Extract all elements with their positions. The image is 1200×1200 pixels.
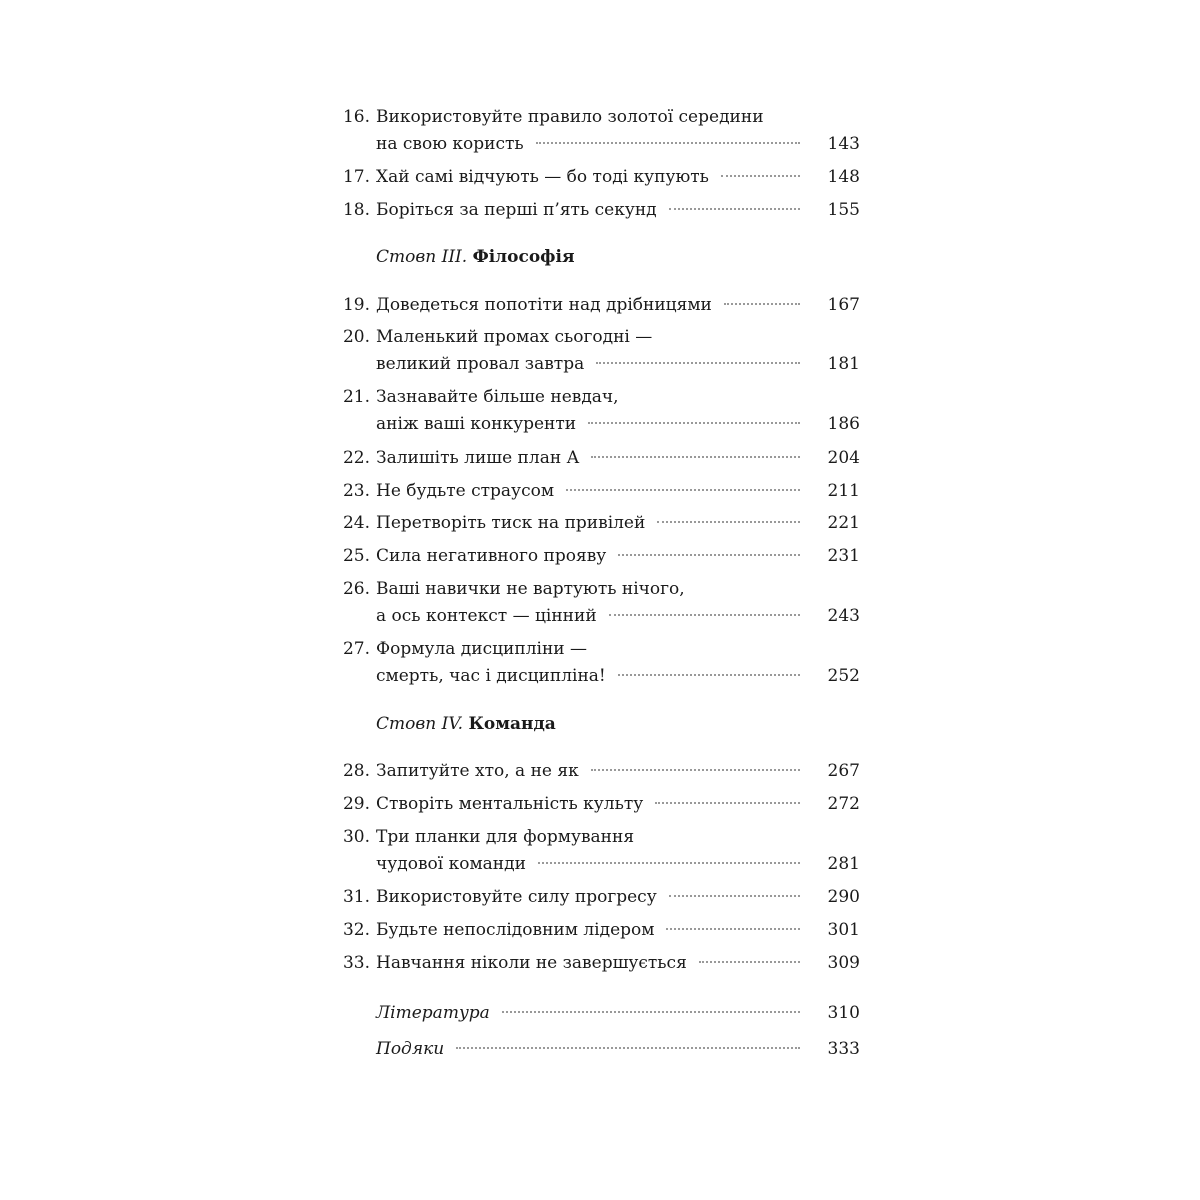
toc-line	[336, 824, 860, 851]
toc-line	[336, 663, 860, 690]
entry-title: Використовуйте силу прогресу	[376, 887, 657, 907]
page-number: 221	[827, 513, 860, 533]
toc-entry	[336, 824, 860, 878]
dot-leader	[657, 521, 800, 523]
section-prefix: Стовп III.	[376, 247, 468, 267]
page-number: 148	[827, 167, 860, 187]
dot-leader	[655, 802, 800, 804]
toc-entry	[336, 104, 860, 158]
dot-leader	[669, 895, 800, 897]
entry-number: 21.	[342, 387, 370, 407]
page-number: 143	[827, 134, 860, 154]
toc-line	[336, 411, 860, 438]
entry-number: 17.	[342, 167, 370, 187]
dot-leader	[609, 614, 800, 616]
toc-entry	[336, 324, 860, 378]
section-heading-3	[376, 247, 575, 267]
entry-title: Створіть ментальність культу	[376, 794, 644, 814]
entry-title: Не будьте страусом	[376, 481, 555, 501]
toc-line	[336, 917, 860, 944]
toc-line	[336, 636, 860, 663]
page-number: 243	[827, 606, 860, 626]
toc-entry	[336, 1036, 860, 1063]
entry-title: Перетворіть тиск на привілей	[376, 513, 646, 533]
toc-entry	[336, 197, 860, 224]
toc-entry	[336, 636, 860, 690]
entry-title: Зазнавайте більше невдач,	[376, 387, 619, 407]
toc-line	[336, 197, 860, 224]
dot-leader	[591, 769, 800, 771]
toc-line	[336, 164, 860, 191]
dot-leader	[699, 961, 800, 963]
dot-leader	[536, 142, 800, 144]
dot-leader	[618, 674, 800, 676]
toc-line	[336, 1036, 860, 1063]
entry-title: Доведеться попотіти над дрібницями	[376, 295, 712, 315]
dot-leader	[666, 928, 800, 930]
toc-line	[336, 950, 860, 977]
dot-leader	[596, 362, 800, 364]
dot-leader	[618, 554, 800, 556]
entry-title: Ваші навички не вартують нічого,	[376, 579, 685, 599]
toc-entry	[336, 950, 860, 977]
page-number: 231	[827, 546, 860, 566]
toc-line	[336, 576, 860, 603]
entry-number: 18.	[342, 200, 370, 220]
entry-title: Залишіть лише план А	[376, 448, 580, 468]
toc-entry	[336, 791, 860, 818]
entry-number: 26.	[342, 579, 370, 599]
section-prefix: Стовп IV.	[376, 714, 464, 734]
toc-entry	[336, 758, 860, 785]
toc-entry	[336, 1000, 860, 1027]
entry-title: чудової команди	[376, 854, 526, 874]
toc-entry	[336, 543, 860, 570]
toc-line	[336, 758, 860, 785]
toc-line	[336, 884, 860, 911]
toc-line	[336, 351, 860, 378]
section-heading-4	[376, 714, 556, 734]
toc-line	[336, 603, 860, 630]
toc-line	[336, 510, 860, 537]
entry-title: Боріться за перші п’ять секунд	[376, 200, 657, 220]
page-number: 267	[827, 761, 860, 781]
toc-line	[336, 292, 860, 319]
section-title: Команда	[468, 714, 556, 734]
toc-line	[336, 131, 860, 158]
page-number: 333	[827, 1039, 860, 1059]
page-number: 301	[827, 920, 860, 940]
toc-entry	[336, 292, 860, 319]
entry-number: 20.	[342, 327, 370, 347]
entry-number: 28.	[342, 761, 370, 781]
toc-line	[336, 324, 860, 351]
entry-title: Формула дисципліни —	[376, 639, 588, 659]
entry-number: 23.	[342, 481, 370, 501]
page-number: 309	[827, 953, 860, 973]
entry-number: 19.	[342, 295, 370, 315]
entry-title: великий провал завтра	[376, 354, 585, 374]
entry-title: Навчання ніколи не завершується	[376, 953, 687, 973]
toc-entry	[336, 478, 860, 505]
entry-number: 31.	[342, 887, 370, 907]
entry-title: Література	[376, 1003, 490, 1023]
dot-leader	[538, 862, 800, 864]
page-number: 181	[827, 354, 860, 374]
toc-entry	[336, 884, 860, 911]
toc-entry	[336, 917, 860, 944]
page-number: 252	[827, 666, 860, 686]
entry-number: 27.	[342, 639, 370, 659]
toc-entry	[336, 510, 860, 537]
dot-leader	[724, 303, 800, 305]
toc-entry	[336, 384, 860, 438]
toc-line	[336, 384, 860, 411]
page-number: 211	[827, 481, 860, 501]
dot-leader	[588, 422, 800, 424]
toc-line	[336, 543, 860, 570]
page-number: 204	[827, 448, 860, 468]
page-number: 272	[827, 794, 860, 814]
dot-leader	[721, 175, 800, 177]
toc-line	[336, 851, 860, 878]
dot-leader	[456, 1047, 800, 1049]
toc-line	[336, 478, 860, 505]
toc-entry	[336, 445, 860, 472]
toc-line	[336, 791, 860, 818]
entry-title: Використовуйте правило золотої середини	[376, 107, 764, 127]
entry-title: Запитуйте хто, а не як	[376, 761, 579, 781]
dot-leader	[669, 208, 800, 210]
entry-number: 30.	[342, 827, 370, 847]
entry-number: 24.	[342, 513, 370, 533]
entry-number: 29.	[342, 794, 370, 814]
entry-number: 25.	[342, 546, 370, 566]
dot-leader	[566, 489, 800, 491]
dot-leader	[502, 1011, 800, 1013]
entry-title: на свою користь	[376, 134, 524, 154]
entry-title: Три планки для формування	[376, 827, 635, 847]
section-title: Філософія	[472, 247, 575, 267]
toc-entry	[336, 576, 860, 630]
entry-title: Маленький промах сьогодні —	[376, 327, 653, 347]
toc-line	[336, 1000, 860, 1027]
entry-title: Будьте непослідовним лідером	[376, 920, 655, 940]
page-number: 167	[827, 295, 860, 315]
page-number: 155	[827, 200, 860, 220]
toc-line	[336, 104, 860, 131]
entry-number: 22.	[342, 448, 370, 468]
entry-title: Сила негативного прояву	[376, 546, 607, 566]
entry-title: Подяки	[376, 1039, 445, 1059]
dot-leader	[591, 456, 800, 458]
entry-title: а ось контекст — цінний	[376, 606, 597, 626]
entry-number: 33.	[342, 953, 370, 973]
entry-number: 16.	[342, 107, 370, 127]
entry-title: смерть, час і дисципліна!	[376, 666, 606, 686]
entry-number: 32.	[342, 920, 370, 940]
toc-line	[336, 445, 860, 472]
page-number: 290	[827, 887, 860, 907]
page-number: 281	[827, 854, 860, 874]
page-number: 310	[827, 1003, 860, 1023]
entry-title: Хай самі відчують — бо тоді купують	[376, 167, 709, 187]
toc-entry	[336, 164, 860, 191]
entry-title: аніж ваші конкуренти	[376, 414, 577, 434]
page-number: 186	[827, 414, 860, 434]
